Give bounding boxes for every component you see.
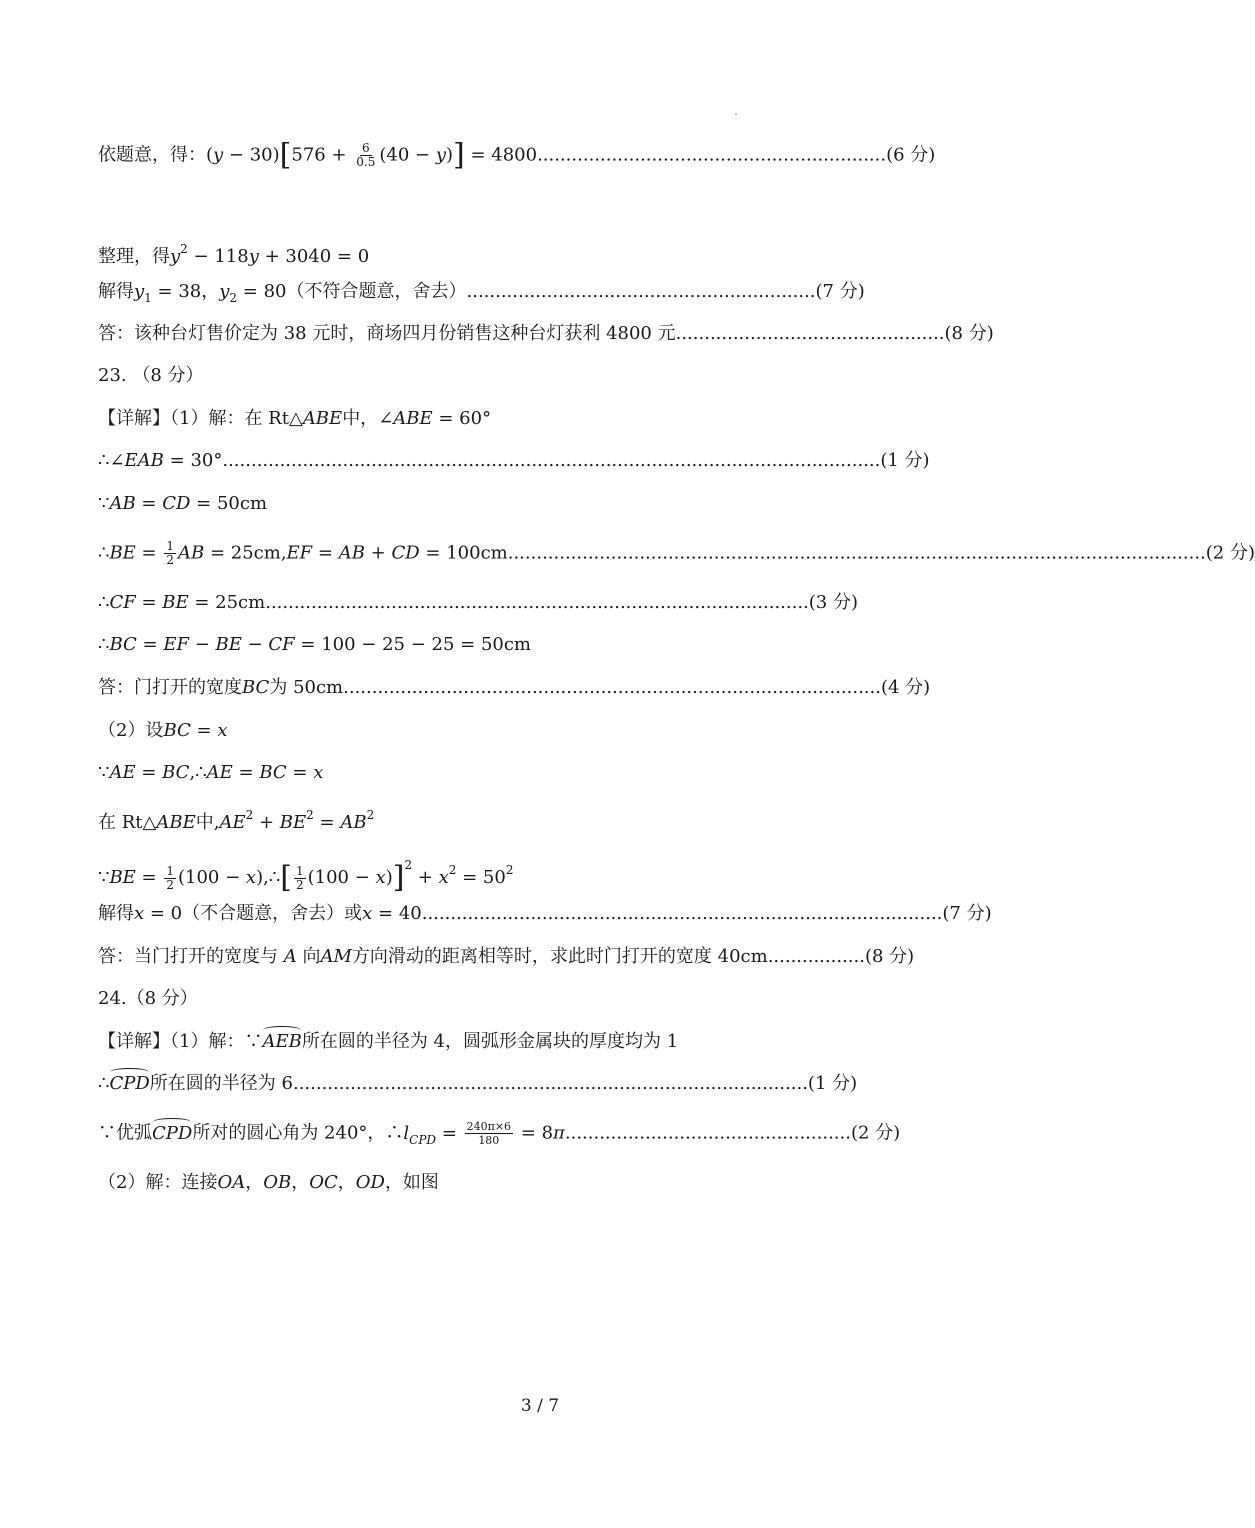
question-heading: 23. （8 分）	[98, 365, 204, 386]
solution-line: ∴CF = BE = 25cm...............................................................................................(3 分)	[98, 592, 858, 613]
page-number: 3 / 7	[520, 1396, 560, 1416]
answer-line: 答：门打开的宽度BC为 50cm..............................................................................................(4 分)	[98, 677, 931, 698]
solution-line: （2）设BC = x	[98, 720, 228, 741]
solution-line: ∵AE = BC,∴AE = BC = x	[98, 762, 324, 783]
scan-speck	[735, 113, 737, 115]
solution-line: ∴∠EAB = 30°...................................................................................................................(1 分)	[98, 450, 930, 471]
equation-line: 依题意，得：(y − 30)[576 + $\frac{6}{0.5}$ (40 − y)] = 4800.............................................................(6 分)	[98, 137, 936, 173]
solution-line: ∴BE = $\frac{1}{2}$ AB = 25cm,EF = AB + CD = 100cm..........................................................................................................................(2 分)	[98, 539, 1255, 567]
equation-line: 解得$y_1 = 38$，$y_2 = 80$（不符合题意，舍去）.............................................................(7 分)	[98, 281, 865, 305]
solution-line: （2）解：连接OA，OB，OC，OD，如图	[98, 1172, 439, 1193]
solution-line: ∵优弧CPD所对的圆心角为 240°，$\therefore l_{CPD}$ = $\frac{240\pi\times 6}{180}$ = 8π..................................................(2 分)	[98, 1120, 901, 1147]
solution-line: ∴CPD所在圆的半径为 6..........................................................................................(1 分)	[98, 1071, 857, 1097]
answer-line: 答：当门打开的宽度与 A 向AM方向滑动的距离相等时，求此时门打开的宽度 40cm.................(8 分)	[98, 946, 915, 967]
solution-line: ∴BC = EF − BE − CF = 100 − 25 − 25 = 50cm	[98, 634, 531, 655]
solution-line: ∵AB = CD = 50cm	[98, 493, 268, 514]
solution-line: ∵BE = $\frac{1}{2}$ (100 − x),∴[ $\frac{1}{2}$ $(100 - x)]^2 + x^2 = 50^2$	[98, 858, 514, 895]
solution-line: 解得x = 0（不合题意，舍去）或x = 40...........................................................................................(7 分)	[98, 903, 992, 924]
solution-line: 【详解】（1）解：∵AEB所在圆的半径为 4，圆弧形金属块的厚度均为 1	[98, 1029, 678, 1055]
answer-line: 答：该种台灯售价定为 38 元时，商场四月份销售这种台灯获利 4800 元...............................................(8 分)	[98, 323, 994, 344]
equation-line: 整理，得$y^2 - 118y + 3040 = 0$	[98, 242, 370, 267]
solution-line: 【详解】（1）解：在 Rt△ABE中，∠ABE = 60°	[98, 408, 492, 429]
solution-line: 在 Rt△ABE中$,AE^2 + BE^2 = AB^2$	[98, 808, 375, 833]
question-heading: 24.（8 分）	[98, 988, 198, 1009]
